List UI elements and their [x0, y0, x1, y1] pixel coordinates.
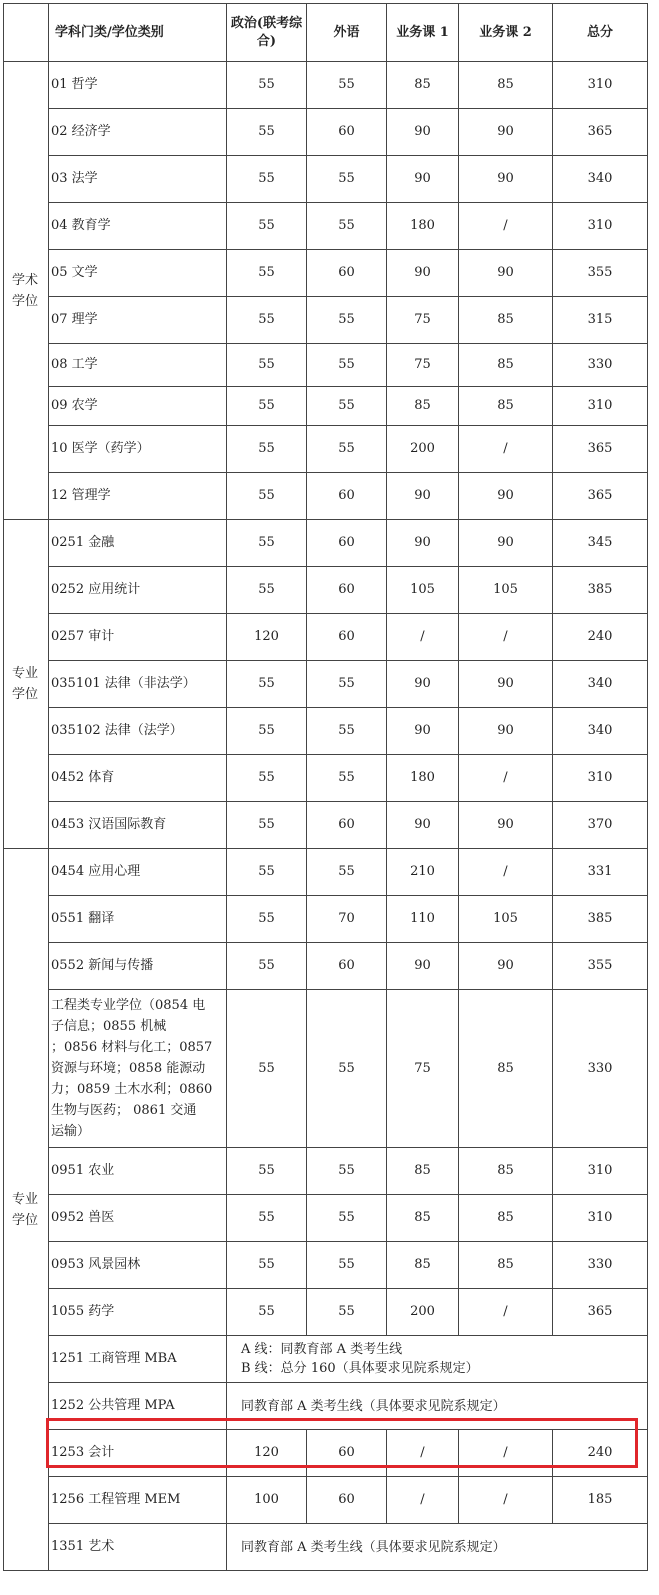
- course2-cell: 90: [459, 109, 553, 156]
- course1-cell: 85: [387, 387, 459, 426]
- course2-cell: 85: [459, 1242, 553, 1289]
- course2-cell: 90: [459, 943, 553, 990]
- politics-cell: 55: [227, 661, 307, 708]
- header-politics: 政治(联考综合): [227, 4, 307, 62]
- course1-cell: 90: [387, 473, 459, 520]
- score-row: [4, 708, 648, 755]
- politics-cell: 55: [227, 849, 307, 896]
- subject-name-line: 子信息；0855 机械: [51, 1019, 167, 1034]
- language-cell: 55: [307, 755, 387, 802]
- course2-cell: 105: [459, 567, 553, 614]
- score-row: [4, 802, 648, 849]
- subject-name-cell: 04 教育学: [49, 203, 227, 250]
- score-row: [4, 567, 648, 614]
- header-language: 外语: [307, 4, 387, 62]
- total-cell: 355: [553, 250, 648, 297]
- subject-name-cell: 0552 新闻与传播: [49, 943, 227, 990]
- subject-name-line: 生物与医药； 0861 交通: [51, 1103, 197, 1118]
- total-cell: 370: [553, 802, 648, 849]
- course2-cell: /: [459, 614, 553, 661]
- total-cell: 385: [553, 567, 648, 614]
- language-cell: 55: [307, 1195, 387, 1242]
- score-row: [4, 990, 648, 1148]
- course1-cell: 90: [387, 520, 459, 567]
- subject-name-cell: 0257 审计: [49, 614, 227, 661]
- course1-cell: /: [387, 1477, 459, 1524]
- subject-name-cell: 0452 体育: [49, 755, 227, 802]
- subject-name-cell: 0551 翻译: [49, 896, 227, 943]
- category-cell: 专业学位: [4, 520, 49, 849]
- score-row: [4, 297, 648, 344]
- politics-cell: 55: [227, 203, 307, 250]
- total-cell: 340: [553, 661, 648, 708]
- subject-name-cell: 035101 法律（非法学）: [49, 661, 227, 708]
- subject-name-cell: 035102 法律（法学）: [49, 708, 227, 755]
- course2-cell: 90: [459, 250, 553, 297]
- score-table: [3, 3, 648, 1571]
- score-row: [4, 344, 648, 387]
- course2-cell: /: [459, 849, 553, 896]
- score-row: [4, 250, 648, 297]
- politics-cell: 55: [227, 708, 307, 755]
- politics-cell: 55: [227, 943, 307, 990]
- course2-cell: 85: [459, 1148, 553, 1195]
- subject-name-cell: 02 经济学: [49, 109, 227, 156]
- subject-name-cell: 03 法学: [49, 156, 227, 203]
- course2-cell: 90: [459, 802, 553, 849]
- total-cell: 240: [553, 614, 648, 661]
- language-cell: 60: [307, 250, 387, 297]
- subject-name-cell: 09 农学: [49, 387, 227, 426]
- language-cell: 55: [307, 990, 387, 1148]
- category-cell: 学术学位: [4, 62, 49, 520]
- course2-cell: 85: [459, 387, 553, 426]
- course1-cell: 210: [387, 849, 459, 896]
- score-row: [4, 109, 648, 156]
- language-cell: 60: [307, 473, 387, 520]
- total-cell: 310: [553, 62, 648, 109]
- subject-name-cell: 0453 汉语国际教育: [49, 802, 227, 849]
- course2-cell: 90: [459, 661, 553, 708]
- language-cell: 55: [307, 297, 387, 344]
- language-cell: 55: [307, 849, 387, 896]
- total-cell: 345: [553, 520, 648, 567]
- score-row: [4, 62, 648, 109]
- score-row: [4, 896, 648, 943]
- course1-cell: 75: [387, 344, 459, 387]
- total-cell: 330: [553, 344, 648, 387]
- subject-name-cell: 1055 药学: [49, 1289, 227, 1336]
- total-cell: 310: [553, 1148, 648, 1195]
- score-row: [4, 473, 648, 520]
- score-row: [4, 1524, 648, 1571]
- language-cell: 55: [307, 661, 387, 708]
- course2-cell: 105: [459, 896, 553, 943]
- subject-name-line: ；0856 材料与化工；0857: [51, 1040, 213, 1055]
- politics-cell: 55: [227, 520, 307, 567]
- politics-cell: 55: [227, 1148, 307, 1195]
- language-cell: 55: [307, 203, 387, 250]
- category-cell: 专业学位: [4, 849, 49, 1571]
- total-cell: 240: [553, 1430, 648, 1477]
- course1-cell: /: [387, 614, 459, 661]
- course1-cell: 180: [387, 755, 459, 802]
- subject-name-line: 运输）: [51, 1124, 91, 1139]
- course2-cell: /: [459, 1477, 553, 1524]
- course1-cell: 90: [387, 156, 459, 203]
- header-course1: 业务课 1: [387, 4, 459, 62]
- language-cell: 60: [307, 520, 387, 567]
- course2-cell: /: [459, 203, 553, 250]
- total-cell: 385: [553, 896, 648, 943]
- course2-cell: 85: [459, 62, 553, 109]
- subject-name-cell: 1253 会计: [49, 1430, 227, 1477]
- course1-cell: 90: [387, 708, 459, 755]
- total-cell: 365: [553, 1289, 648, 1336]
- course2-cell: 90: [459, 708, 553, 755]
- header-total: 总分: [553, 4, 648, 62]
- language-cell: 55: [307, 426, 387, 473]
- politics-cell: 55: [227, 344, 307, 387]
- course1-cell: 105: [387, 567, 459, 614]
- subject-name-cell: 08 工学: [49, 344, 227, 387]
- highlight-box-1253-accounting: [46, 1418, 638, 1468]
- score-row: [4, 1336, 648, 1383]
- politics-cell: 55: [227, 387, 307, 426]
- language-cell: 60: [307, 1477, 387, 1524]
- politics-cell: 55: [227, 156, 307, 203]
- course1-cell: 85: [387, 62, 459, 109]
- score-row: [4, 156, 648, 203]
- header-row: [4, 4, 648, 62]
- score-row: [4, 755, 648, 802]
- course1-cell: 85: [387, 1195, 459, 1242]
- total-cell: 365: [553, 109, 648, 156]
- course2-cell: 85: [459, 990, 553, 1148]
- course1-cell: 200: [387, 1289, 459, 1336]
- subject-name-cell: 0251 金融: [49, 520, 227, 567]
- total-cell: 310: [553, 203, 648, 250]
- course1-cell: 180: [387, 203, 459, 250]
- course2-cell: /: [459, 426, 553, 473]
- subject-name-cell: 1252 公共管理 MPA: [49, 1383, 227, 1430]
- language-cell: 60: [307, 943, 387, 990]
- language-cell: 55: [307, 62, 387, 109]
- note-cell: [227, 1524, 648, 1571]
- subject-name-cell: 10 医学（药学）: [49, 426, 227, 473]
- total-cell: 340: [553, 156, 648, 203]
- politics-cell: 55: [227, 297, 307, 344]
- subject-name-cell: 1251 工商管理 MBA: [49, 1336, 227, 1383]
- score-row: [4, 203, 648, 250]
- course2-cell: 85: [459, 297, 553, 344]
- note-line: A 线：同教育部 A 类考生线: [241, 1342, 403, 1357]
- score-row: [4, 849, 648, 896]
- header-course2: 业务课 2: [459, 4, 553, 62]
- course2-cell: 85: [459, 344, 553, 387]
- course1-cell: 200: [387, 426, 459, 473]
- total-cell: 365: [553, 426, 648, 473]
- note-cell: [227, 1336, 648, 1383]
- language-cell: 60: [307, 109, 387, 156]
- course1-cell: 90: [387, 250, 459, 297]
- course1-cell: 110: [387, 896, 459, 943]
- subject-name-line: 工程类专业学位（0854 电: [51, 998, 206, 1013]
- language-cell: 60: [307, 567, 387, 614]
- politics-cell: 100: [227, 1477, 307, 1524]
- score-row: [4, 943, 648, 990]
- politics-cell: 55: [227, 567, 307, 614]
- total-cell: 315: [553, 297, 648, 344]
- score-row: [4, 520, 648, 567]
- subject-name-cell: 1256 工程管理 MEM: [49, 1477, 227, 1524]
- subject-name-cell: 0951 农业: [49, 1148, 227, 1195]
- course2-cell: 90: [459, 473, 553, 520]
- politics-cell: 55: [227, 62, 307, 109]
- total-cell: 331: [553, 849, 648, 896]
- total-cell: 330: [553, 990, 648, 1148]
- politics-cell: 55: [227, 755, 307, 802]
- score-row: [4, 426, 648, 473]
- politics-cell: 55: [227, 896, 307, 943]
- language-cell: 60: [307, 1430, 387, 1477]
- subject-name-cell: [49, 990, 227, 1148]
- politics-cell: 55: [227, 802, 307, 849]
- score-row: [4, 1289, 648, 1336]
- language-cell: 60: [307, 802, 387, 849]
- course1-cell: 90: [387, 109, 459, 156]
- total-cell: 185: [553, 1477, 648, 1524]
- politics-cell: 55: [227, 109, 307, 156]
- subject-name-cell: 0252 应用统计: [49, 567, 227, 614]
- course2-cell: 90: [459, 156, 553, 203]
- total-cell: 330: [553, 1242, 648, 1289]
- total-cell: 310: [553, 1195, 648, 1242]
- note-line: 同教育部 A 类考生线（具体要求见院系规定）: [241, 1398, 506, 1414]
- politics-cell: 55: [227, 250, 307, 297]
- politics-cell: 120: [227, 1430, 307, 1477]
- note-line: 同教育部 A 类考生线（具体要求见院系规定）: [241, 1539, 506, 1555]
- course2-cell: /: [459, 1289, 553, 1336]
- total-cell: 310: [553, 387, 648, 426]
- subject-name-cell: 0952 兽医: [49, 1195, 227, 1242]
- header-category: 学科门类/学位类别: [49, 4, 227, 62]
- language-cell: 55: [307, 344, 387, 387]
- language-cell: 60: [307, 614, 387, 661]
- subject-name-cell: 0953 风景园林: [49, 1242, 227, 1289]
- course1-cell: /: [387, 1430, 459, 1477]
- course1-cell: 90: [387, 943, 459, 990]
- score-row: [4, 661, 648, 708]
- course1-cell: 75: [387, 990, 459, 1148]
- language-cell: 55: [307, 1289, 387, 1336]
- course1-cell: 75: [387, 297, 459, 344]
- subject-name-cell: 01 哲学: [49, 62, 227, 109]
- subject-name-cell: 12 管理学: [49, 473, 227, 520]
- course2-cell: 90: [459, 520, 553, 567]
- course2-cell: /: [459, 755, 553, 802]
- language-cell: 55: [307, 156, 387, 203]
- total-cell: 310: [553, 755, 648, 802]
- total-cell: 340: [553, 708, 648, 755]
- score-row: [4, 1242, 648, 1289]
- subject-name-cell: 0454 应用心理: [49, 849, 227, 896]
- note-line: B 线：总分 160（具体要求见院系规定）: [241, 1361, 479, 1376]
- course1-cell: 90: [387, 802, 459, 849]
- politics-cell: 55: [227, 1289, 307, 1336]
- politics-cell: 55: [227, 473, 307, 520]
- subject-name-cell: 05 文学: [49, 250, 227, 297]
- politics-cell: 55: [227, 1195, 307, 1242]
- language-cell: 55: [307, 708, 387, 755]
- course2-cell: /: [459, 1430, 553, 1477]
- total-cell: 355: [553, 943, 648, 990]
- score-row: [4, 1148, 648, 1195]
- score-row: [4, 387, 648, 426]
- language-cell: 55: [307, 1148, 387, 1195]
- subject-name-line: 资源与环境；0858 能源动: [51, 1061, 206, 1076]
- subject-name-cell: 07 理学: [49, 297, 227, 344]
- politics-cell: 120: [227, 614, 307, 661]
- language-cell: 55: [307, 1242, 387, 1289]
- score-row: [4, 1195, 648, 1242]
- subject-name-line: 力；0859 土木水利；0860: [51, 1082, 213, 1097]
- politics-cell: 55: [227, 1242, 307, 1289]
- course2-cell: 85: [459, 1195, 553, 1242]
- course1-cell: 85: [387, 1148, 459, 1195]
- course1-cell: 90: [387, 661, 459, 708]
- score-row: [4, 614, 648, 661]
- subject-name-cell: 1351 艺术: [49, 1524, 227, 1571]
- language-cell: 70: [307, 896, 387, 943]
- course1-cell: 85: [387, 1242, 459, 1289]
- politics-cell: 55: [227, 990, 307, 1148]
- score-row: [4, 1477, 648, 1524]
- total-cell: 365: [553, 473, 648, 520]
- language-cell: 55: [307, 387, 387, 426]
- politics-cell: 55: [227, 426, 307, 473]
- header-corner-cell: [4, 4, 49, 62]
